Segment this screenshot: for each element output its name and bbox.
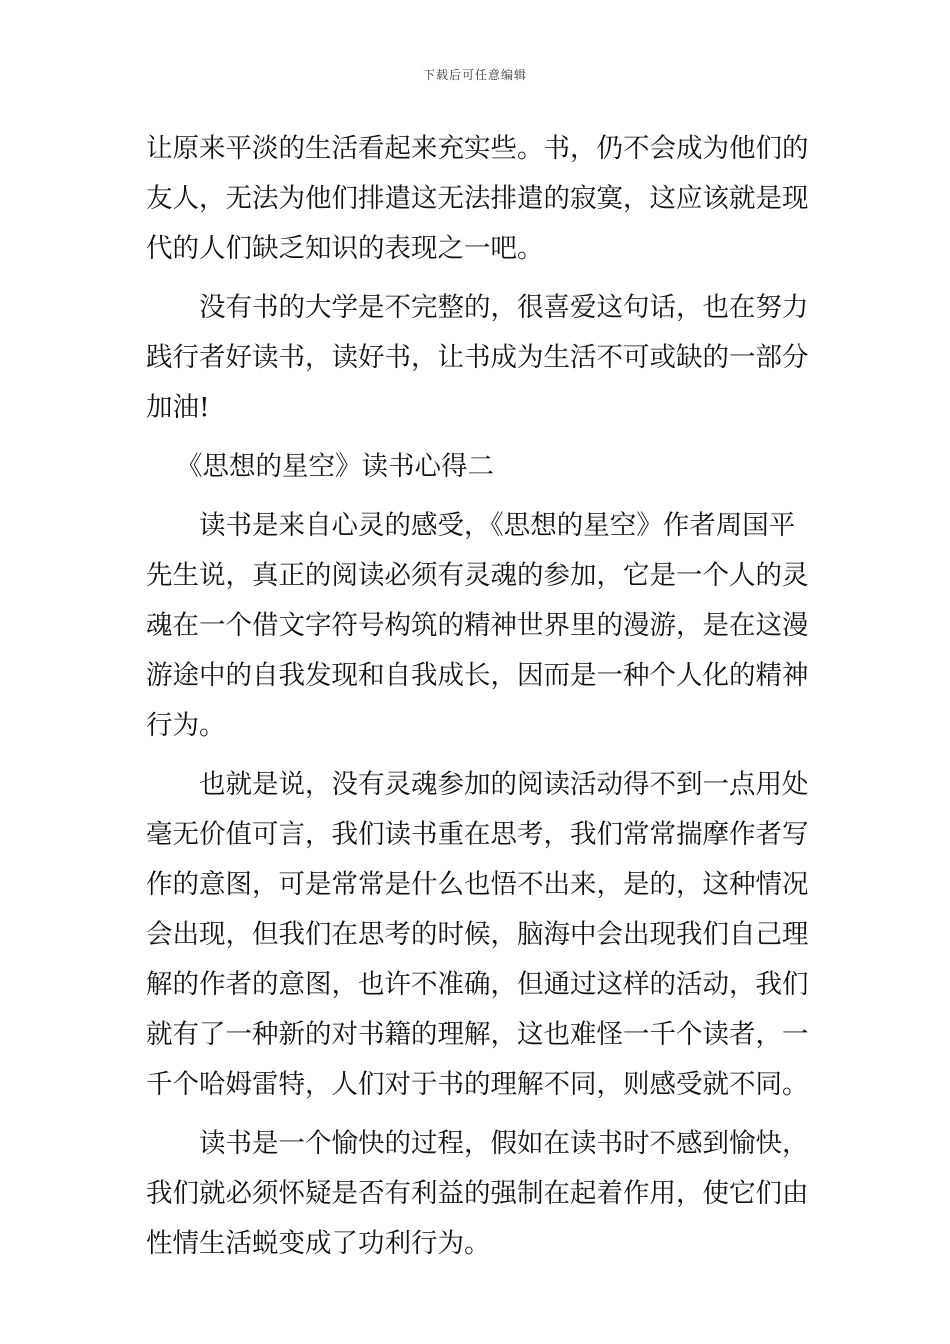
text-line: 友人，无法为他们排遣这无法排遣的寂寞，这应该就是现	[146, 183, 809, 214]
text-line: 游途中的自我发现和自我成长，因而是一种个人化的精神	[146, 660, 809, 691]
text-line: 会出现，但我们在思考的时候，脑海中会出现我们自己理	[146, 919, 809, 950]
text-line: 也就是说，没有灵魂参加的阅读活动得不到一点用处	[199, 769, 809, 800]
text-line: 作的意图，可是常常是什么也悟不出来，是的，这种情况	[146, 869, 809, 900]
section-title-text: 《思想的星空》读书心得二	[176, 451, 494, 482]
text-line: 读书是来自心灵的感受，《思想的星空》作者周国平	[199, 510, 796, 541]
text-line: 代的人们缺乏知识的表现之一吧。	[146, 233, 544, 264]
text-line: 没有书的大学是不完整的，很喜爱这句话，也在努力	[199, 292, 809, 323]
document-body	[146, 124, 810, 1269]
text-line: 性情生活蜕变成了功利行为。	[146, 1228, 491, 1259]
text-line: 读书是一个愉快的过程，假如在读书时不感到愉快，	[199, 1128, 809, 1159]
text-line: 先生说，真正的阅读必须有灵魂的参加，它是一个人的灵	[146, 560, 809, 591]
paragraph	[146, 283, 810, 433]
text-line: 毫无价值可言，我们读书重在思考，我们常常揣摩作者写	[146, 819, 809, 850]
section-title	[146, 442, 810, 492]
text-line: 解的作者的意图，也许不准确，但通过这样的活动，我们	[146, 969, 809, 1000]
paragraph	[146, 501, 810, 751]
text-line: 践行者好读书，读好书，让书成为生活不可或缺的一部分	[146, 342, 809, 373]
text-line: 行为。	[146, 710, 226, 741]
text-line: 千个哈姆雷特，人们对于书的理解不同，则感受就不同。	[146, 1069, 809, 1100]
text-line: 就有了一种新的对书籍的理解，这也难怪一千个读者，一	[146, 1019, 809, 1050]
text-line: 加油!	[146, 392, 210, 423]
text-line: 我们就必须怀疑是否有利益的强制在起着作用，使它们由	[146, 1178, 809, 1209]
text-line: 魂在一个借文字符号构筑的精神世界里的漫游，是在这漫	[146, 610, 809, 641]
paragraph	[146, 760, 810, 1110]
paragraph	[146, 1119, 810, 1269]
text-line: 让原来平淡的生活看起来充实些。书，仍不会成为他们的	[146, 133, 809, 164]
page-header: 下载后可任意编辑	[422, 68, 527, 82]
paragraph	[146, 124, 810, 274]
